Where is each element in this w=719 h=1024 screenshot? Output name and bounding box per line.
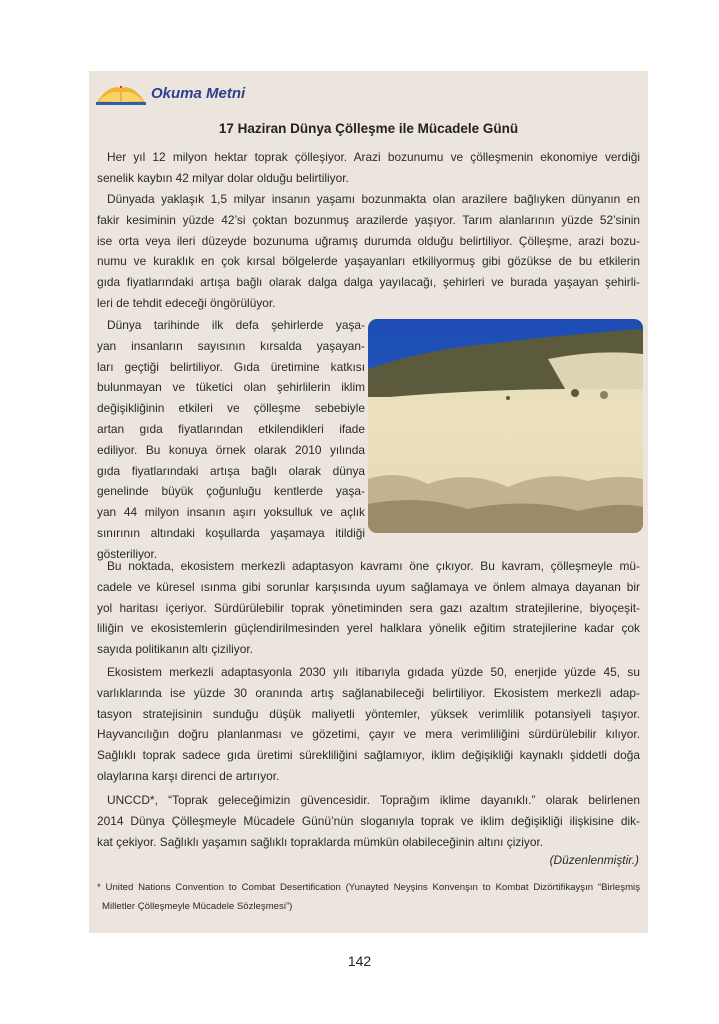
paragraph	[97, 556, 640, 660]
paragraph	[97, 662, 640, 787]
desert-dune-photo	[368, 319, 643, 533]
text-line: tasyon stratejisinin sunduğu düşük maliyetli yöntemler, yüksek verimlilik potansiyeli taşıyor.	[97, 706, 640, 721]
text-line: UNCCD*, “Toprak geleceğimizin güvencesidir. Toprağım iklime dayanıklı.” olarak belirlenen	[107, 793, 640, 807]
text-line: leri de tehdit edeceği öngörülüyor.	[97, 295, 276, 310]
paragraph	[97, 189, 640, 314]
page-number: 142	[347, 953, 372, 969]
text-line: artan gıda fiyatlarından etkilendikleri ifade	[97, 421, 365, 436]
text-line: fakir kesiminin yüzde 42’si çoktan bozunmuş arazilerde yaşıyor. Tarım alanlarının yüzde 52’sinin	[97, 212, 640, 227]
text-line: varlıklarında ise yüzde 30 oranında artış sağlanabileceği belirtiliyor. Ekosistem merkezli adap-	[97, 685, 640, 700]
footnote	[97, 878, 640, 916]
text-line: ediliyor. Bu konuya örnek olarak 2010 yılında	[97, 442, 365, 457]
text-line: bulunmayan ve tüketici olan şehirlilerin iklim	[97, 380, 365, 395]
article-title: 17 Haziran Dünya Çölleşme ile Mücadele Günü	[218, 121, 519, 136]
paragraph	[97, 315, 365, 565]
text-line: yan insanların sayısının kırsalda yaşayan-	[97, 338, 365, 353]
text-line: liliğin ve ekosistemlerin güçlendirilmesinden yerel halklara yönelik eğitim stratejilerine kadar çok	[97, 621, 640, 636]
text-line: sınırının altındaki koşullarda yaşamaya itildiği	[97, 525, 365, 540]
text-line: Her yıl 12 milyon hektar toprak çölleşiyor. Arazi bozunumu ve çölleşmenin ekonomiye verdiği	[107, 150, 640, 164]
edited-note: (Düzenlenmiştir.)	[549, 853, 639, 867]
footnote-line: Milletler Çölleşmeyle Mücadele Sözleşmesi”)	[102, 901, 293, 912]
text-line: yan 44 milyon insanın aşırı yoksulluk ve açlık	[97, 505, 365, 520]
text-line: Dünya tarihinde ilk defa şehirlerde yaşa-	[107, 318, 365, 332]
open-book-icon	[95, 80, 147, 106]
text-line: Dünyada yaklaşık 1,5 milyar insanın yaşamı bozunmakta olan arazilere bağlıyken dünyanın en	[107, 192, 640, 206]
text-line: ise orta veya ileri düzeyde bozunuma uğramış durumda olduğu belirtiliyor. Çölleşme, arazi bozu-	[97, 233, 640, 248]
paragraph	[97, 147, 640, 189]
text-line: gösteriliyor.	[97, 546, 158, 561]
text-line: gıda fiyatlarındaki artışa bağlı olarak dalga dalga yayılacağı, şehirleri ve burada yaşayan şehirli-	[97, 275, 640, 290]
text-line: değişikliğinin etkileri ve çölleşme sebebiyle	[97, 401, 365, 416]
text-line: gıda fiyatlarındaki artışa bağlı olarak dünya	[97, 463, 365, 478]
section-label: Okuma Metni	[151, 84, 246, 102]
text-line: Ekosistem merkezli adaptasyonla 2030 yılı itibarıyla gıdada yüzde 50, enerjide yüzde 45, su	[107, 665, 640, 679]
paragraph	[97, 790, 640, 852]
text-line: Sağlıklı toprak sadece gıda üretimi sürekliliğini sağlamıyor, iklim değişikliği kaynaklı şiddetli doğa	[97, 748, 640, 763]
footnote-line: * United Nations Convention to Combat Desertification (Yunayted Neyşins Konvenşın to Kombat Dizörtifikayşın “Birleşmiş	[97, 882, 640, 893]
section-header	[95, 80, 245, 106]
text-line: Hayvancılığın doğru planlanması ve gözetimi, çayır ve mera verimliliğini sürdürülebilir kılıyor.	[97, 727, 640, 742]
text-line: numu ve kuraklık en çok kırsal bölgelerde yaşayanları etkiliyormuş gibi gözükse de bu etkilerin	[97, 254, 640, 269]
text-line: ları geçtiği belirtiliyor. Gıda üretimine katkısı	[97, 359, 365, 374]
text-line: olaylarına karşı direnci de artırıyor.	[97, 768, 280, 783]
text-line: genelinde büyük çoğunluğu kentlerde yaşa-	[97, 484, 365, 499]
text-line: yol haritası içeriyor. Sürdürülebilir toprak yönetiminden sera gazı azaltım stratejilerine, biyoçeşit-	[97, 600, 640, 615]
text-line: senelik kaybın 42 milyar dolar olduğu belirtiliyor.	[97, 170, 349, 185]
text-line: Bu noktada, ekosistem merkezli adaptasyon kavramı öne çıkıyor. Bu kavram, çölleşmeyle mü-	[107, 559, 640, 573]
text-line: kat çekiyor. Sağlıklı yaşamın sağlıklı topraklarda mümkün olabileceğinin altını çiziyor.	[97, 834, 544, 849]
text-line: cadele ve küresel ısınma gibi sorunlar karşısında uyum sağlamaya ve önlem almaya dayanan bir	[97, 579, 640, 594]
text-line: sayıda politikanın altı çiziliyor.	[97, 642, 253, 657]
text-line: 2014 Dünya Çölleşmeyle Mücadele Günü’nün sloganıyla toprak ve iklim değişikliği ilişkisine dik-	[97, 813, 640, 828]
